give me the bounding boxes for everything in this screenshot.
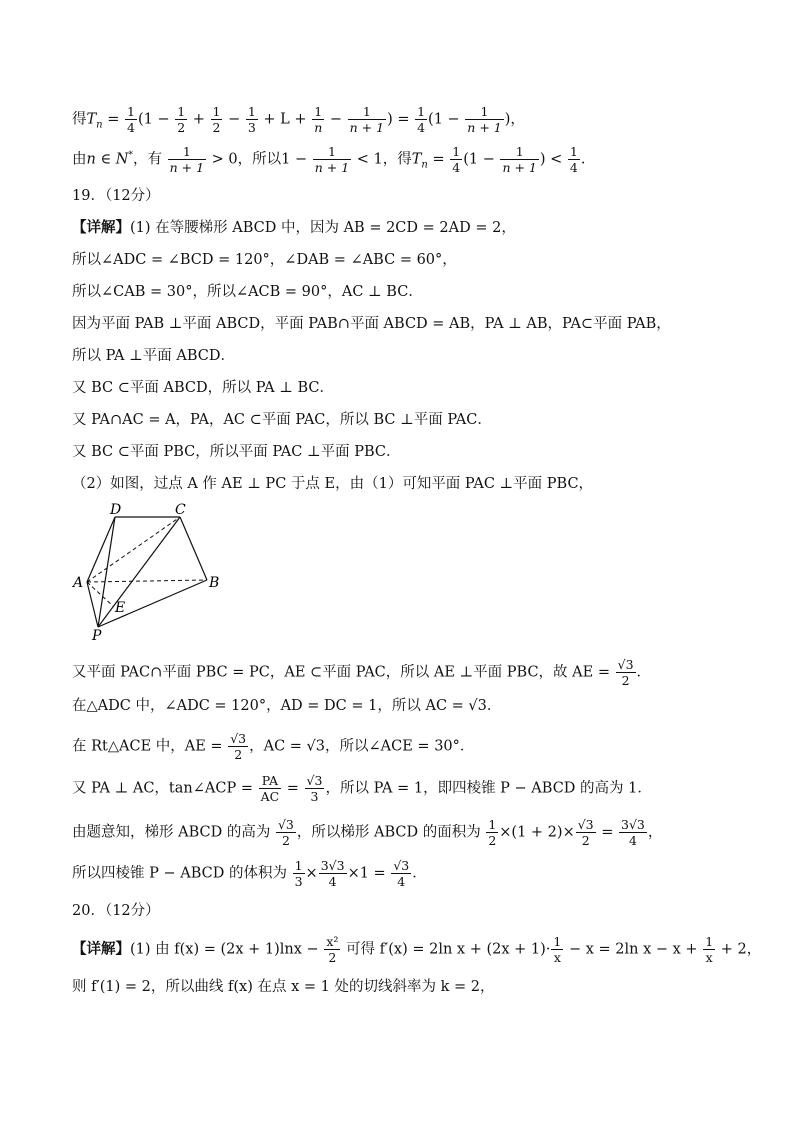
problem-19-heading: 19．（12分） bbox=[72, 188, 160, 204]
fraction: $\frac{1}{n}$ bbox=[314, 104, 323, 135]
solution-line: 在△ADC 中，∠ADC = 120°，AD = DC = 1，所以 AC = √3． bbox=[72, 698, 502, 714]
segment-AE-hidden bbox=[87, 582, 113, 606]
tn-formula-line: 得$T_n$ = $\frac{1}{4}$ (1 − $\frac{1}{2}$ + $\frac{1}{2}$ − $\frac{1}{3}$ + L + $\frac{1}{n}$ − $\frac{1}{n + 1}$ ) = $\frac{1}{4}$ (1 − $\frac{1}{n + 1}$ )， bbox=[72, 104, 525, 135]
solution-line: 又 PA∩AC = A，PA，AC ⊂平面 PAC，所以 BC ⊥平面 PAC． bbox=[72, 412, 492, 428]
problem-20-heading: 20．（12分） bbox=[72, 903, 160, 919]
fraction: $\frac{1}{x}$ bbox=[705, 934, 714, 965]
edge-CP bbox=[98, 517, 180, 627]
fraction: $\frac{1}{n + 1}$ bbox=[169, 144, 205, 175]
solution-line: 所以 PA ⊥平面 ABCD． bbox=[72, 348, 235, 364]
pyramid-figure bbox=[72, 500, 232, 645]
solution-line: 又 PA ⊥ AC，tan∠ACP = $\frac{PA}{AC}$ = $\frac{√3}{3}$ ，所以 PA = 1，即四棱锥 P − ABCD 的高为 1． bbox=[72, 773, 652, 804]
fraction: $\frac{1}{4}$ bbox=[569, 144, 578, 175]
fraction: $\frac{\text{x²}}{2}$ bbox=[326, 934, 339, 965]
detail-tag: 【详解】 bbox=[72, 940, 130, 958]
solution-line: 所以∠CAB = 30°，所以∠ACB = 90°，AC ⊥ BC． bbox=[72, 284, 423, 300]
fraction: $\frac{√3}{2}$ bbox=[230, 731, 247, 762]
solution-line: 又平面 PAC∩平面 PBC = PC，AE ⊂平面 PAC，所以 AE ⊥平面 PBC，故 AE = $\frac{√3}{2}$ ． bbox=[72, 657, 652, 688]
solution-line: 【详解】(1) 在等腰梯形 ABCD 中，因为 AB = 2CD = 2AD = 2， bbox=[72, 219, 516, 236]
fraction: $\frac{√3}{3}$ bbox=[306, 773, 323, 804]
fraction: $\frac{1}{3}$ bbox=[247, 104, 256, 135]
fraction: $\frac{1}{2}$ bbox=[212, 104, 221, 135]
fraction: $\frac{3√3}{4}$ bbox=[320, 858, 345, 889]
solution-line: （2）如图，过点 A 作 AE ⊥ PC 于点 E，由（1）可知平面 PAC ⊥平面 PBC， bbox=[72, 476, 594, 492]
fraction: $\frac{1}{n + 1}$ bbox=[467, 104, 502, 135]
solution-line: 在 Rt△ACE 中，AE = $\frac{√3}{2}$ ，AC = √3，所以∠ACE = 30°． bbox=[72, 731, 475, 762]
detail-tag: 【详解】 bbox=[72, 219, 130, 236]
label-P: P bbox=[92, 628, 102, 644]
solution-line: 【详解】(1) 由 f(x) = (2x + 1)lnx − $\frac{\text{x²}}{2}$ 可得 f′(x) = 2ln x + (2x + 1)· $\frac{1}{x}$ − x = 2ln x − x + $\frac{1}{x}$ + 2， bbox=[72, 934, 762, 965]
fraction: $\frac{1}{4}$ bbox=[127, 104, 135, 135]
edge-CB bbox=[180, 517, 207, 580]
label-C: C bbox=[175, 502, 186, 518]
fraction: $\frac{√3}{4}$ bbox=[393, 858, 410, 889]
fraction: $\frac{1}{3}$ bbox=[294, 858, 303, 889]
fraction: $\frac{3√3}{4}$ bbox=[621, 817, 645, 848]
solution-line: 因为平面 PAB ⊥平面 ABCD，平面 PAB∩平面 ABCD = AB，PA ⊥ AB，PA⊂平面 PAB， bbox=[72, 316, 671, 332]
solution-line: 由题意知，梯形 ABCD 的高为 $\frac{√3}{2}$ ，所以梯形 ABCD 的面积为 $\frac{1}{2}$ ×(1 + 2)× $\frac{√3}{2}$ = $\frac{3√3}{4}$ ， bbox=[72, 817, 663, 848]
fraction: $\frac{√3}{2}$ bbox=[577, 817, 594, 848]
fraction: $\frac{1}{4}$ bbox=[417, 104, 426, 135]
solution-line: 所以四棱锥 P − ABCD 的体积为 $\frac{1}{3}$ × $\frac{3√3}{4}$ ×1 = $\frac{√3}{4}$ ． bbox=[72, 858, 427, 889]
fraction: $\frac{1}{2}$ bbox=[177, 104, 186, 135]
fraction: $\frac{√3}{2}$ bbox=[277, 817, 294, 848]
fraction: $\frac{1}{n + 1}$ bbox=[349, 104, 385, 135]
pyramid-diagram bbox=[72, 500, 232, 645]
label-E: E bbox=[115, 600, 126, 616]
fraction: $\frac{1}{n + 1}$ bbox=[502, 144, 537, 175]
label-D: D bbox=[110, 502, 122, 518]
fraction: $\frac{1}{x}$ bbox=[553, 934, 562, 965]
solution-line: 则 f′(1) = 2，所以曲线 f(x) 在点 x = 1 处的切线斜率为 k = 2， bbox=[72, 979, 495, 995]
fraction: $\frac{1}{n + 1}$ bbox=[314, 144, 350, 175]
label-B: B bbox=[209, 575, 220, 591]
tn-bound-line: 由n ∈ N*，有 $\frac{1}{n + 1}$ > 0，所以1 − $\frac{1}{n + 1}$ < 1，得$T_n$ = $\frac{1}{4}$ (1 − $\frac{1}{n + 1}$ ) < $\frac{1}{4}$ . bbox=[72, 144, 586, 175]
fraction: $\frac{√3}{2}$ bbox=[617, 657, 634, 688]
solution-line: 又 BC ⊂平面 PBC，所以平面 PAC ⊥平面 PBC． bbox=[72, 444, 401, 460]
fraction: $\frac{PA}{AC}$ bbox=[260, 773, 280, 804]
edge-AP bbox=[87, 582, 98, 627]
label-A: A bbox=[73, 575, 84, 591]
fraction: $\frac{1}{4}$ bbox=[452, 144, 461, 175]
solution-line: 所以∠ADC = ∠BCD = 120°，∠DAB = ∠ABC = 60°， bbox=[72, 252, 457, 268]
solution-line: 又 BC ⊂平面 ABCD，所以 PA ⊥ BC． bbox=[72, 380, 334, 396]
fraction: $\frac{1}{2}$ bbox=[488, 817, 497, 848]
